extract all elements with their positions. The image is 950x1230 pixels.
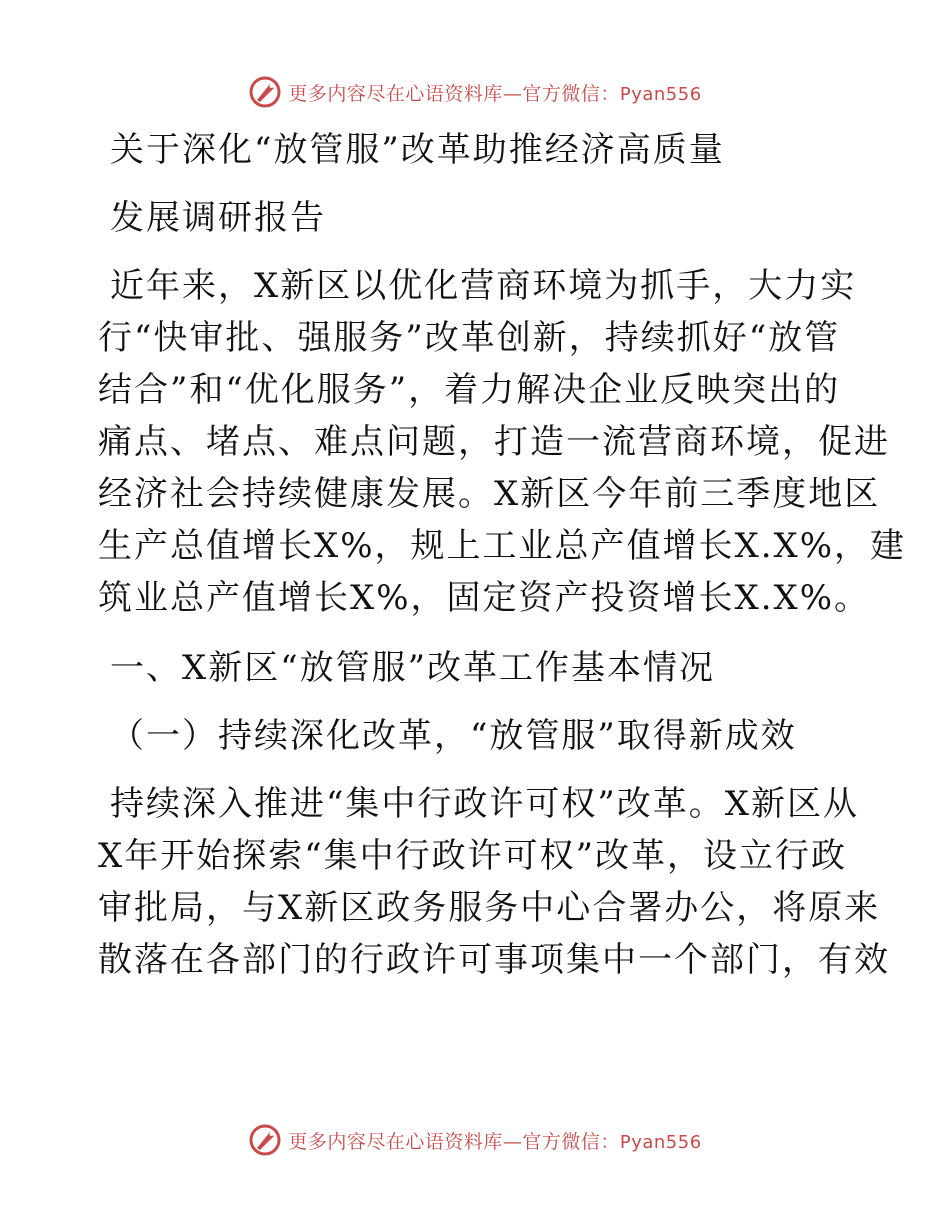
subsection-heading: （一）持续深化改革，“放管服”取得新成效 [110,716,797,756]
document-body [98,124,907,986]
intro-line: 生产总值增长X%，规上工业总产值增长X.X%，建 [98,526,907,566]
watermark-text: 更多内容尽在心语资料库—官方微信：Pyan556 [288,82,702,105]
intro-line: 行“快审批、强服务”改革创新，持续抓好“放管 [98,318,841,358]
body-line: 散落在各部门的行政许可事项集中一个部门，有效 [98,940,890,980]
intro-line: 经济社会持续健康发展。X新区今年前三季度地区 [98,474,881,514]
body-paragraph [98,778,890,986]
footer-watermark [0,1120,950,1160]
header-watermark [0,72,950,112]
watermark-text: 更多内容尽在心语资料库—官方微信：Pyan556 [288,1130,702,1153]
pen-nib-logo-icon [248,75,282,109]
intro-line: 近年来，X新区以优化营商环境为抓手，大力实 [110,266,857,306]
document-title-line-1: 关于深化“放管服”改革助推经济高质量 [110,130,725,170]
body-line: 持续深入推进“集中行政许可权”改革。X新区从 [110,784,859,824]
body-line: 审批局，与X新区政务服务中心合署办公，将原来 [98,888,881,928]
section-heading: 一、X新区“放管服”改革工作基本情况 [110,648,715,688]
document-title-line-2: 发展调研报告 [110,198,326,238]
intro-line: 结合”和“优化服务”，着力解决企业反映突出的 [98,370,841,410]
intro-line: 筑业总产值增长X%，固定资产投资增长X.X%。 [98,578,871,618]
intro-paragraph [98,260,907,624]
pen-nib-logo-icon [248,1123,282,1157]
intro-line: 痛点、堵点、难点问题，打造一流营商环境，促进 [98,422,890,462]
body-line: X年开始探索“集中行政许可权”改革，设立行政 [98,836,847,876]
